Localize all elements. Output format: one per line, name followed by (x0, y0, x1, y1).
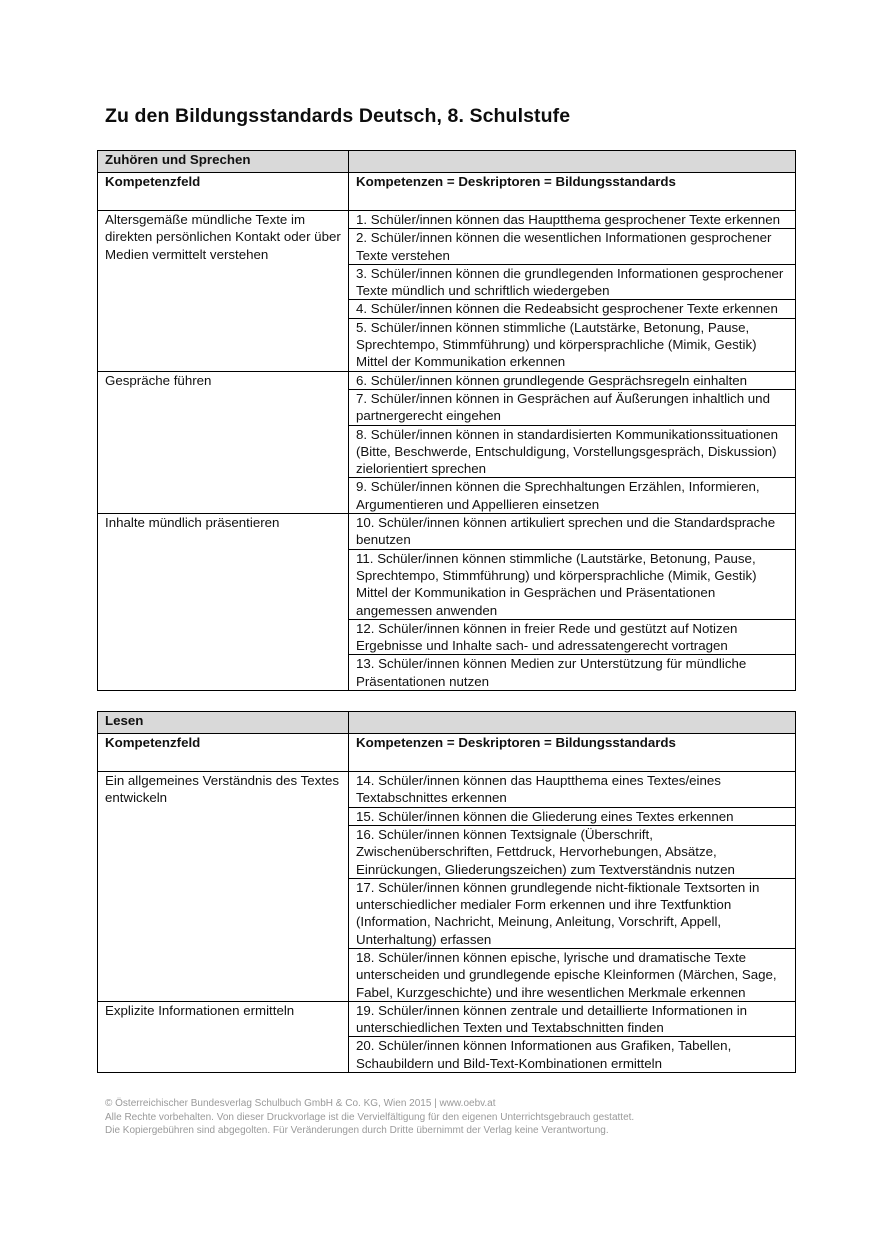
standards-tables-container (97, 150, 795, 1073)
descriptor-cell: 13. Schüler/innen können Medien zur Unterstützung für mündliche Präsentationen nutzen (349, 655, 796, 691)
section-header-row (98, 712, 796, 734)
descriptor-cell: 9. Schüler/innen können die Sprechhaltungen Erzählen, Informieren, Argumentieren und Appellieren einsetzen (349, 478, 796, 514)
descriptor-row (98, 211, 796, 229)
kompetenzfeld-cell: Ein allgemeines Verständnis des Textes entwickeln (98, 772, 349, 1002)
footer-fees-line: Die Kopiergebühren sind abgegolten. Für Veränderungen durch Dritte übernimmt der Verlag keine Verantwortung. (105, 1125, 609, 1137)
column-header-row (98, 173, 796, 211)
kompetenzfeld-header-cell: Kompetenzfeld (98, 734, 349, 772)
section-title-empty-cell (349, 712, 796, 734)
kompetenzfeld-cell: Inhalte mündlich präsentieren (98, 514, 349, 691)
section-header-row (98, 151, 796, 173)
section-title-cell: Zuhören und Sprechen (98, 151, 349, 173)
descriptor-cell: 17. Schüler/innen können grundlegende nicht-fiktionale Textsorten in unterschiedlicher medialer Form erkennen und ihre Textfunktion (Information, Nachricht, Meinung, Anleitung, Vorschrift, Appell, Unterhaltung) erfassen (349, 878, 796, 948)
kompetenzfeld-cell: Gespräche führen (98, 371, 349, 513)
section-title-cell: Lesen (98, 712, 349, 734)
descriptor-cell: 5. Schüler/innen können stimmliche (Lautstärke, Betonung, Pause, Sprechtempo, Stimmführung) und körpersprachliche (Mimik, Gestik) Mittel der Kommunikation erkennen (349, 318, 796, 371)
descriptor-cell: 7. Schüler/innen können in Gesprächen auf Äußerungen inhaltlich und partnergerecht eingehen (349, 389, 796, 425)
descriptor-cell: 4. Schüler/innen können die Redeabsicht gesprochener Texte erkennen (349, 300, 796, 318)
deskriptoren-header-cell: Kompetenzen = Deskriptoren = Bildungsstandards (349, 173, 796, 211)
descriptor-row (98, 772, 796, 808)
descriptor-cell: 20. Schüler/innen können Informationen aus Grafiken, Tabellen, Schaubildern und Bild-Text-Kombinationen ermitteln (349, 1037, 796, 1073)
kompetenzfeld-header-cell: Kompetenzfeld (98, 173, 349, 211)
standards-table-1 (97, 711, 796, 1073)
descriptor-cell: 16. Schüler/innen können Textsignale (Überschrift, Zwischenüberschriften, Fettdruck, Hervorhebungen, Absätze, Einrückungen, Gliederungszeichen) zum Textverständnis nutzen (349, 825, 796, 878)
footer-copyright-line: © Österreichischer Bundesverlag Schulbuch GmbH & Co. KG, Wien 2015 | www.oebv.at (105, 1098, 496, 1110)
kompetenzfeld-cell: Explizite Informationen ermitteln (98, 1001, 349, 1072)
descriptor-row (98, 514, 796, 550)
descriptor-cell: 10. Schüler/innen können artikuliert sprechen und die Standardsprache benutzen (349, 514, 796, 550)
page-title: Zu den Bildungsstandards Deutsch, 8. Schulstufe (105, 105, 571, 127)
deskriptoren-header-cell: Kompetenzen = Deskriptoren = Bildungsstandards (349, 734, 796, 772)
descriptor-cell: 15. Schüler/innen können die Gliederung eines Textes erkennen (349, 807, 796, 825)
descriptor-cell: 18. Schüler/innen können epische, lyrische und dramatische Texte unterscheiden und grundlegende epische Kleinformen (Märchen, Sage, Fabel, Kurzgeschichte) und ihre wesentlichen Merkmale erkennen (349, 948, 796, 1001)
footer-rights-line: Alle Rechte vorbehalten. Von dieser Druckvorlage ist die Vervielfältigung für den eigenen Unterrichtsgebrauch gestattet. (105, 1111, 635, 1123)
descriptor-row (98, 371, 796, 389)
footer (105, 1097, 795, 1138)
descriptor-cell: 19. Schüler/innen können zentrale und detaillierte Informationen in unterschiedlichen Texten und Textabschnitten finden (349, 1001, 796, 1037)
descriptor-cell: 12. Schüler/innen können in freier Rede und gestützt auf Notizen Ergebnisse und Inhalte sach- und adressatengerecht vortragen (349, 619, 796, 655)
descriptor-cell: 6. Schüler/innen können grundlegende Gesprächsregeln einhalten (349, 371, 796, 389)
descriptor-cell: 1. Schüler/innen können das Hauptthema gesprochener Texte erkennen (349, 211, 796, 229)
kompetenzfeld-cell: Altersgemäße mündliche Texte im direkten persönlichen Kontakt oder über Medien vermittelt verstehen (98, 211, 349, 372)
standards-table-0 (97, 150, 796, 691)
section-title-empty-cell (349, 151, 796, 173)
descriptor-cell: 2. Schüler/innen können die wesentlichen Informationen gesprochener Texte verstehen (349, 229, 796, 265)
descriptor-cell: 3. Schüler/innen können die grundlegenden Informationen gesprochener Texte mündlich und schriftlich wiedergeben (349, 264, 796, 300)
column-header-row (98, 734, 796, 772)
descriptor-cell: 11. Schüler/innen können stimmliche (Lautstärke, Betonung, Pause, Sprechtempo, Stimmführung) und körpersprachliche (Mimik, Gestik) Mittel der Kommunikation in Gesprächen und Präsentationen angemessen anwenden (349, 549, 796, 619)
descriptor-cell: 8. Schüler/innen können in standardisierten Kommunikationssituationen (Bitte, Beschwerde, Entschuldigung, Vorstellungsgespräch, Diskussion) zielorientiert sprechen (349, 425, 796, 478)
descriptor-row (98, 1001, 796, 1037)
descriptor-cell: 14. Schüler/innen können das Hauptthema eines Textes/eines Textabschnittes erkennen (349, 772, 796, 808)
